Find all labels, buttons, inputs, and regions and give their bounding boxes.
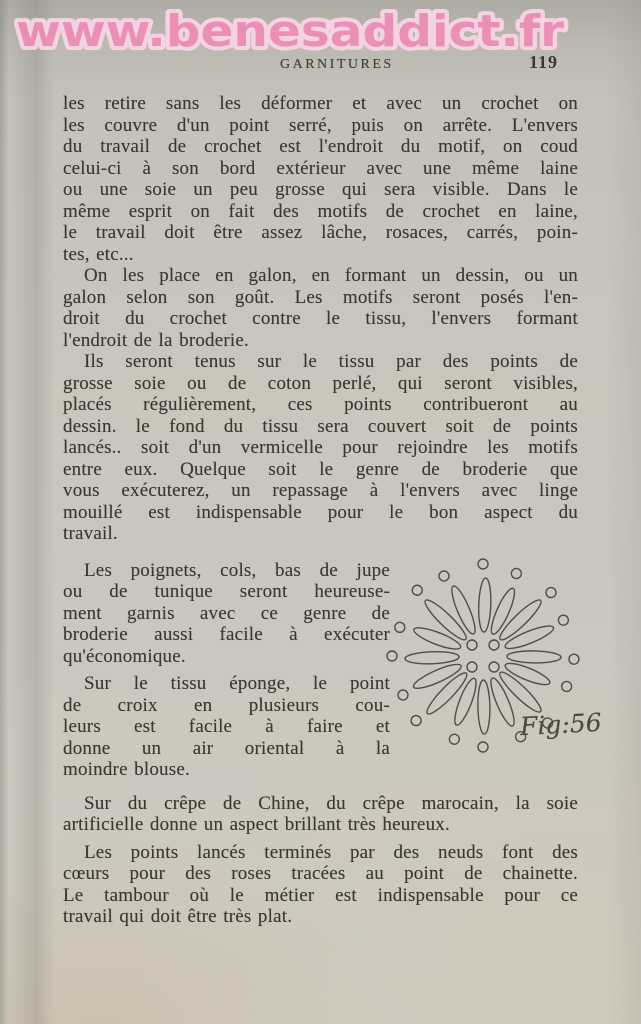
- text-line: les retire sans les déformer et avec un crochet on: [63, 93, 578, 114]
- paragraph-7: [63, 842, 578, 928]
- text-line: qu'économique.: [63, 645, 186, 667]
- text-line: grosse soie ou de coton perlé, qui seront visibles,: [63, 372, 578, 394]
- text-line: vous exécuterez, un repassage à l'envers avec linge: [63, 480, 578, 501]
- paragraph-6: [63, 793, 578, 836]
- text-line: ment garnis avec ce genre de: [63, 602, 390, 624]
- watermark-text: www.benesaddict.fr: [16, 6, 565, 57]
- text-line: cœurs pour des roses tracées au point de chainette.: [63, 863, 578, 884]
- text-line: broderie aussi facile à exécuter: [63, 624, 390, 645]
- figure-caption: Fig:56: [519, 707, 603, 742]
- text-line: mouillé est indispensable pour le bon aspect du: [63, 501, 578, 523]
- paragraph-3: [63, 351, 578, 545]
- figure-56: [368, 546, 603, 778]
- text-line: Sur le tissu éponge, le point: [84, 673, 390, 694]
- embroidery-flower-motif-drawing: [368, 546, 603, 778]
- text-line: donne un air oriental à la: [63, 737, 390, 759]
- text-line: entre eux. Quelque soit le genre de broderie que: [63, 458, 578, 480]
- text-line: ou de tunique seront heureuse-: [63, 581, 390, 602]
- text-column: [63, 93, 578, 928]
- paragraph-1: [63, 93, 578, 265]
- running-title: GARNITURES: [280, 57, 394, 72]
- text-line: même esprit on fait des motifs de crochet en laine,: [63, 200, 578, 222]
- text-line: galon selon son goût. Les motifs seront posés l'en-: [63, 286, 578, 308]
- text-line: l'endroit de la broderie.: [63, 329, 249, 351]
- text-line: Les points lancés terminés par des neuds font des: [84, 841, 578, 863]
- text-line: les couvre d'un point serré, puis on arrête. L'envers: [63, 114, 578, 136]
- paragraph-4: [63, 560, 390, 668]
- paragraph-2: [63, 265, 578, 351]
- text-line: tes, etc...: [63, 243, 134, 265]
- text-line: Les poignets, cols, bas de jupe: [84, 559, 390, 581]
- text-line: travail qui doit être très plat.: [63, 906, 293, 927]
- text-line: travail.: [63, 523, 118, 544]
- text-line: dessin. le fond du tissu sera couvert soit de points: [63, 415, 578, 437]
- text-line: de croix en plusieurs cou-: [63, 694, 390, 716]
- text-line: du travail de crochet est l'endroit du motif, on coud: [63, 136, 578, 157]
- text-line: Ils seront tenus sur le tissu par des points de: [84, 351, 578, 372]
- text-line: Le tambour où le métier est indispensable pour ce: [63, 884, 578, 906]
- text-line: droit du crochet contre le tissu, l'envers formant: [63, 308, 578, 329]
- text-line: moindre blouse.: [63, 759, 190, 780]
- text-line: le travail doit être assez lâche, rosaces, carrés, poin-: [63, 222, 578, 243]
- page-number: 119: [529, 52, 559, 72]
- text-line: artificielle donne un aspect brillant très heureux.: [63, 814, 450, 835]
- text-line: leurs est facile à faire et: [63, 716, 390, 737]
- text-line: placés régulièrement, ces points contribueront au: [63, 394, 578, 415]
- text-line: Sur du crêpe de Chine, du crêpe marocain, la soie: [84, 792, 578, 814]
- text-line: lancés.. soit d'un vermicelle pour rejoindre les motifs: [63, 437, 578, 458]
- text-line: On les place en galon, en formant un dessin, ou un: [84, 265, 578, 286]
- text-line: celui-ci à son bord extérieur avec une même laine: [63, 157, 578, 179]
- text-line: ou une soie un peu grosse qui sera visible. Dans le: [63, 179, 578, 200]
- paragraph-5: [63, 673, 390, 781]
- watermark: [14, 2, 580, 58]
